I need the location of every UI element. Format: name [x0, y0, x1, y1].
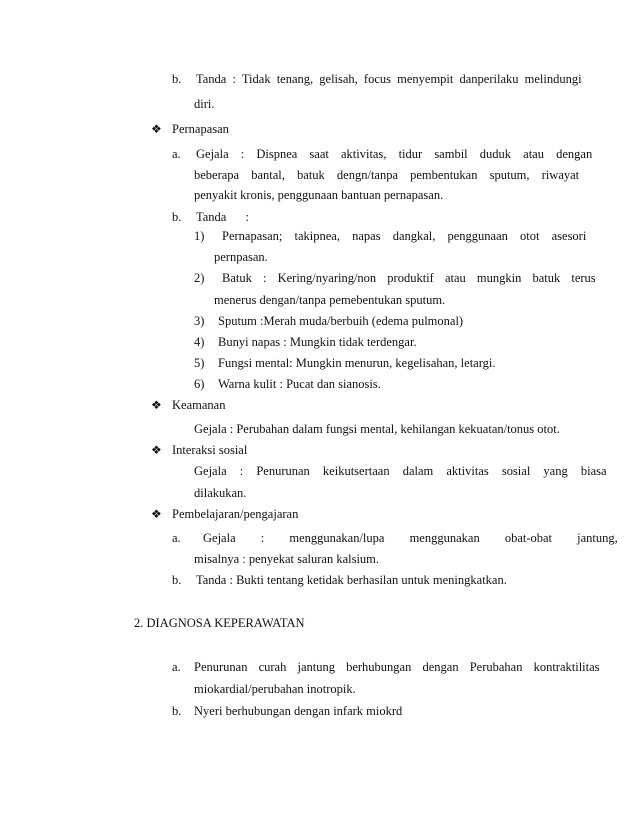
diagnosis-b: Nyeri berhubungan dengan infark miokrd [194, 704, 403, 718]
number-label: 3) [194, 314, 205, 328]
section-heading-pembelajaran: Pembelajaran/pengajaran [172, 507, 299, 521]
pembelajaran-tanda: Tanda : Bukti tentang ketidak berhasilan untuk meningkatkan. [196, 573, 507, 587]
gejala-continuation: penyakit kronis, penggunaan bantuan pernapasan. [194, 188, 444, 202]
numbered-item-2: Batuk : Kering/nyaring/non produktif atau mungkin batuk terus [222, 271, 596, 285]
number-label: 1) [194, 229, 205, 243]
diagnosis-a: Penurunan curah jantung berhubungan dengan Perubahan kontraktilitas [194, 660, 600, 674]
list-label: a. [172, 147, 181, 161]
bullet-icon: ❖ [151, 507, 162, 521]
list-label: a. [172, 531, 181, 545]
section-2-heading: 2. DIAGNOSA KEPERAWATAN [134, 616, 305, 630]
gejala-text: Gejala : Dispnea saat aktivitas, tidur sambil duduk atau dengan [196, 147, 593, 161]
keamanan-text: Gejala : Perubahan dalam fungsi mental, kehilangan kekuatan/tonus otot. [194, 422, 560, 436]
numbered-item-4: Bunyi napas : Mungkin tidak terdengar. [218, 335, 417, 349]
bullet-icon: ❖ [151, 443, 162, 457]
section-heading-pernapasan: Pernapasan [172, 122, 229, 136]
pembelajaran-gejala: Gejala : menggunakan/lupa menggunakan obat-obat jantung, [203, 531, 618, 545]
number-label: 4) [194, 335, 205, 349]
tanda-text: Tanda : Tidak tenang, gelisah, focus menyempit danperilaku melindungi [196, 72, 582, 86]
numbered-item-1: Pernapasan; takipnea, napas dangkal, penggunaan otot asesori [222, 229, 587, 243]
bullet-icon: ❖ [151, 122, 162, 136]
section-heading-keamanan: Keamanan [172, 398, 226, 412]
list-label: b. [172, 704, 182, 718]
gejala-continuation: beberapa bantal, batuk dengn/tanpa pembentukan sputum, riwayat [194, 168, 580, 182]
number-label: 2) [194, 271, 205, 285]
list-label: b. [172, 210, 182, 224]
numbered-item-6: Warna kulit : Pucat dan sianosis. [218, 377, 381, 391]
numbered-item-5: Fungsi mental: Mungkin menurun, kegelisahan, letargi. [218, 356, 496, 370]
interaksi-continuation: dilakukan. [194, 486, 247, 500]
section-heading-interaksi: Interaksi sosial [172, 443, 248, 457]
tanda-continuation: diri. [194, 97, 215, 111]
list-label: b. [172, 72, 182, 86]
number-label: 5) [194, 356, 205, 370]
tanda-label: Tanda : [196, 210, 249, 224]
bullet-icon: ❖ [151, 398, 162, 412]
numbered-item-3: Sputum :Merah muda/berbuih (edema pulmonal) [218, 314, 464, 328]
list-label: a. [172, 660, 181, 674]
pembelajaran-gejala-continuation: misalnya : penyekat saluran kalsium. [194, 552, 380, 566]
interaksi-text: Gejala : Penurunan keikutsertaan dalam aktivitas sosial yang biasa [194, 464, 607, 478]
list-label: b. [172, 573, 182, 587]
numbered-item-2-continuation: menerus dengan/tanpa pemebentukan sputum. [214, 293, 446, 307]
diagnosis-a-continuation: miokardial/perubahan inotropik. [194, 682, 356, 696]
numbered-item-1-continuation: pernpasan. [214, 250, 268, 264]
number-label: 6) [194, 377, 205, 391]
